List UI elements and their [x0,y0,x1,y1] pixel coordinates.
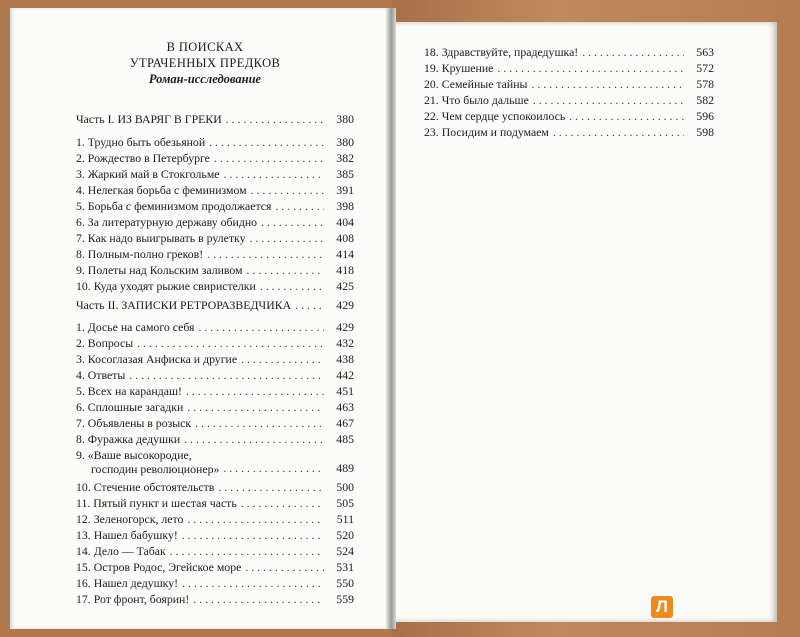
watermark-logo-letter: Л [656,597,668,616]
toc-entry: 15. Остров Родос, Эгейское море . . . 531 [76,560,354,575]
toc-entry: 4. Нелегкая борьба с феминизмом . . . 391 [76,183,354,198]
toc-entry-line: господин революционер» [91,462,220,476]
toc-entry: 18. Здравствуйте, прадедушка! . . . 563 [424,45,714,60]
book-title: УТРАЧЕННЫХ ПРЕДКОВ [129,56,281,70]
toc-entry: 11. Пятый пункт и шестая часть . . . 505 [76,496,354,511]
toc-entry: 12. Зеленогорск, лето . . . 511 [76,512,354,527]
toc-entry: 9. «Ваше высокородие, господин революционер» . . . 489 [76,448,354,476]
toc-entry: 19. Крушение . . . 572 [424,61,714,76]
book-title: В ПОИСКАХ [166,40,244,54]
toc-entry-line: 9. «Ваше высокородие, [76,448,192,462]
book-gutter [386,8,396,629]
toc-entry: 6. Сплошные загадки . . . 463 [76,400,354,415]
toc-entry: 14. Дело — Табак . . . 524 [76,544,354,559]
toc-entry: 8. Фуражка дедушки . . . 485 [76,432,354,447]
toc-entry: 6. За литературную державу обидно . . . 404 [76,215,354,230]
toc-entry: 20. Семейные тайны . . . 578 [424,77,714,92]
toc-entry: 10. Стечение обстоятельств . . . 500 [76,480,354,495]
toc-entry: 2. Вопросы . . . 432 [76,336,354,351]
book-subtitle: Роман-исследование [148,72,262,86]
toc-entry: 17. Рот фронт, боярин! . . . 559 [76,592,354,607]
toc-entry: 16. Нашел дедушку! . . . 550 [76,576,354,591]
toc-entry: 5. Всех на карандаш! . . . 451 [76,384,354,399]
toc-entry: 7. Как надо выигрывать в рулетку . . . 408 [76,231,354,246]
toc-entry: 3. Косоглазая Анфиска и другие . . . 438 [76,352,354,367]
toc-entry: 21. Что было дальше . . . 582 [424,93,714,108]
toc-entry: 1. Трудно быть обезьяной . . . 380 [76,135,354,150]
toc-entry: 3. Жаркий май в Стокгольме . . . 385 [76,167,354,182]
toc-entry: 22. Чем сердце успокоилось . . . 596 [424,109,714,124]
toc-entry: 10. Куда уходят рыжие свиристелки . . . 425 [76,279,354,294]
toc-part-heading: Часть I. ИЗ ВАРЯГ В ГРЕКИ . . . 380 [76,112,354,127]
toc-entry: 2. Рождество в Петербурге . . . 382 [76,151,354,166]
toc-part-heading: Часть II. ЗАПИСКИ РЕТРОРАЗВЕДЧИКА . . . 429 [76,298,354,313]
toc-entry: 1. Досье на самого себя . . . 429 [76,320,354,335]
toc-entry: 4. Ответы . . . 442 [76,368,354,383]
toc-entry: 13. Нашел бабушку! . . . 520 [76,528,354,543]
toc-entry: 5. Борьба с феминизмом продолжается . . . 398 [76,199,354,214]
toc-entry: 23. Посидим и подумаем . . . 598 [424,125,714,140]
toc-entry: 8. Полным-полно греков! . . . 414 [76,247,354,262]
toc-entry: 7. Объявлены в розыск . . . 467 [76,416,354,431]
toc-entry: 9. Полеты над Кольским заливом . . . 418 [76,263,354,278]
